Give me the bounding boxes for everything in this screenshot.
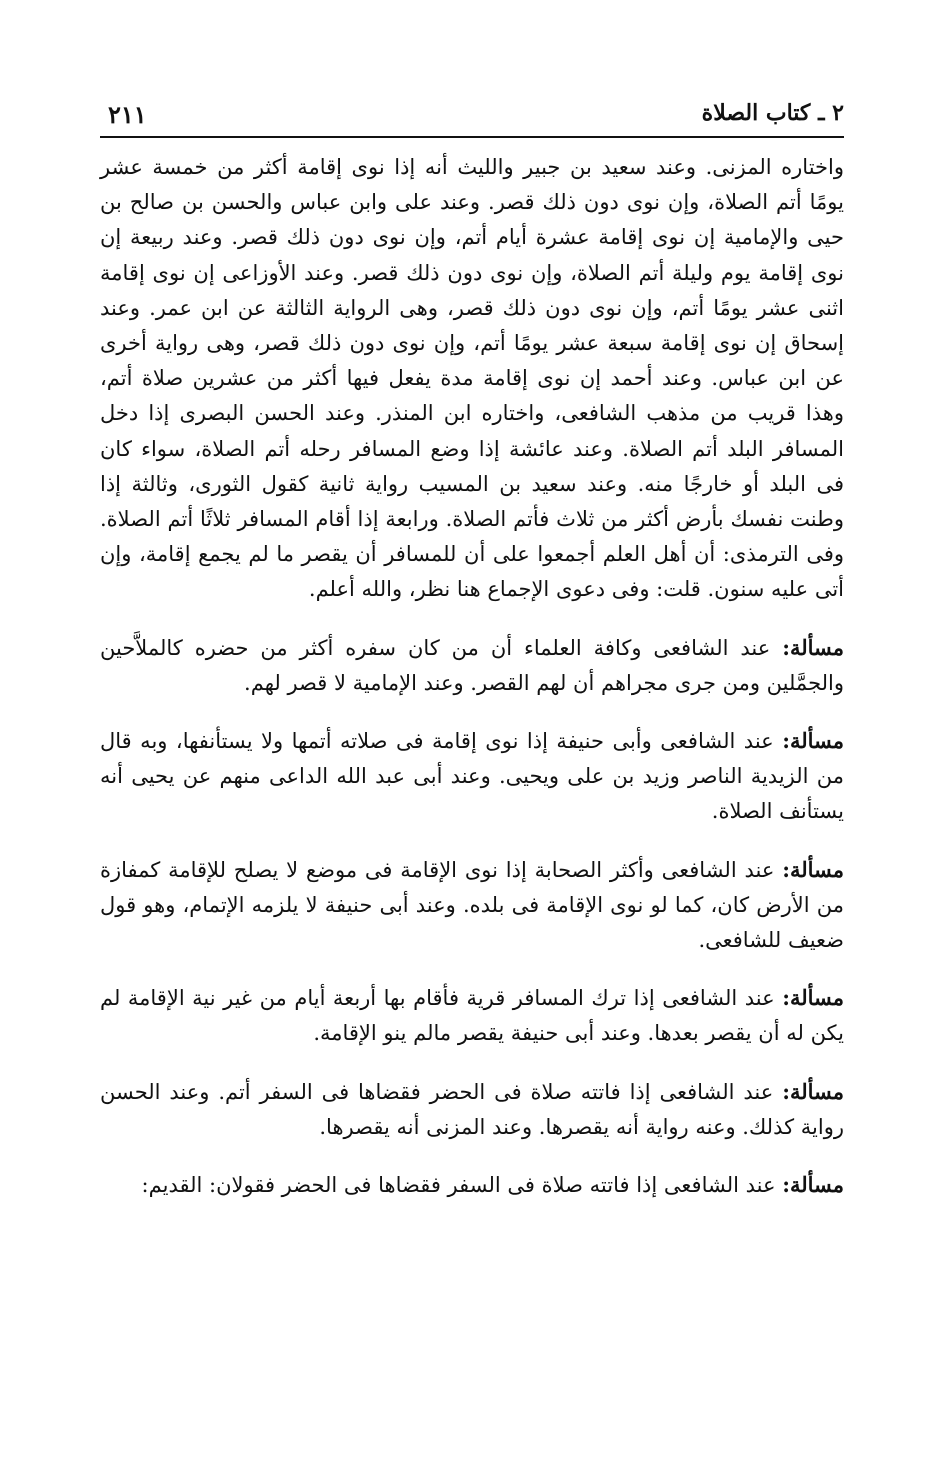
issue-term: مسألة:: [782, 985, 844, 1011]
issue-text: عند الشافعى وكافة العلماء أن من كان سفره أكثر من حضره كالملاَّحين والجمَّلين ومن جرى مجراهم أن لهم القصر. وعند الإمامية لا قصر لهم.: [100, 635, 844, 695]
chapter-title: ٢ ـ كتاب الصلاة: [701, 100, 844, 126]
issue-text: عند الشافعى وأكثر الصحابة إذا نوى الإقامة فى موضع لا يصلح للإقامة كمفازة من الأرض كان، كما لو نوى الإقامة فى بلده. وعند أبى حنيفة لا يلزمه الإتمام، وهو قول ضعيف للشافعى.: [100, 857, 844, 953]
issue-term: مسألة:: [782, 1078, 844, 1104]
issue-paragraph: [100, 1167, 844, 1203]
issue-text: عند الشافعى إذا فاتته صلاة فى الحضر فقضاها فى السفر أتم. وعند الحسن رواية كذلك. وعنه رواية أنه يقصرها. وعند المزنى أنه يقصرها.: [100, 1079, 844, 1139]
page-header: [100, 96, 844, 136]
issue-text: عند الشافعى وأبى حنيفة إذا نوى إقامة فى صلاته أتمها ولا يستأنفها، وبه قال من الزيدية الناصر وزيد بن على ويحيى. وعند أبى عبد الله الداعى منهم عن يحيى أنه يستأنف الصلاة.: [100, 729, 844, 824]
issue-paragraph: [100, 723, 844, 830]
issue-paragraph: [100, 1074, 844, 1145]
issue-paragraph: [100, 630, 844, 701]
intro-text: واختاره المزنى. وعند سعيد بن جبير والليث أنه إذا نوى إقامة أكثر من خمسة عشر يومًا أتم الصلاة، وإن نوى دون ذلك قصر. وعند على وابن عباس والحسن بن صالح بن حيى والإمامية إن نوى إقامة عشرة أيام أتم، وإن نوى دون ذلك قصر. وعند ربيعة إن نوى إقامة يوم وليلة أتم الصلاة، وإن نوى دون ذلك قصر. وعند الأوزاعى إن نوى إقامة اثنى عشر يومًا أتم، وإن نوى دون ذلك قصر، وهى الرواية الثالثة عن ابن عمر. وعند إسحاق إن نوى إقامة سبعة عشر يومًا أتم، وإن نوى دون ذلك قصر، وهى رواية أخرى عن ابن عباس. وعند أحمد إن نوى إقامة مدة يفعل فيها أكثر من عشرين صلاة أتم، وهذا قريب من مذهب الشافعى، واختاره ابن المنذر. وعند الحسن البصرى إذا دخل المسافر البلد أتم الصلاة. وعند عائشة إذا وضع المسافر رحله أتم الصلاة، سواء كان فى البلد أو خارجًا منه. وعند سعيد بن المسيب رواية ثانية كقول الثورى، وثالثة إذا وطنت نفسك بأرض أكثر من ثلاث فأتم الصلاة. ورابعة إذا أقام المسافر ثلاثًا أتم الصلاة. وفى الترمذى: أن أهل العلم أجمعوا على أن للمسافر أن يقصر ما لم يجمع إقامة، وإن أتى عليه سنون. قلت: وفى دعوى الإجماع هنا نظر، والله أعلم.: [100, 155, 844, 602]
issue-paragraph: [100, 852, 844, 959]
issue-text: عند الشافعى إذا ترك المسافر قرية فأقام بها أربعة أيام من غير نية الإقامة لم يكن له أن يقصر بعدها. وعند أبى حنيفة يقصر مالم ينو الإقامة.: [100, 986, 844, 1046]
header-divider: [100, 136, 844, 138]
issue-text: عند الشافعى إذا فاتته صلاة فى السفر فقضاها فى الحضر فقولان: القديم:: [141, 1173, 776, 1198]
issue-term: مسألة:: [782, 1172, 844, 1198]
page-number: ٢١١: [108, 100, 147, 129]
intro-paragraph: [100, 150, 844, 608]
issue-term: مسألة:: [782, 856, 844, 882]
issue-paragraph: [100, 980, 844, 1051]
body-text: [100, 150, 844, 1225]
issue-term: مسألة:: [782, 634, 844, 660]
issue-term: مسألة:: [782, 728, 844, 754]
